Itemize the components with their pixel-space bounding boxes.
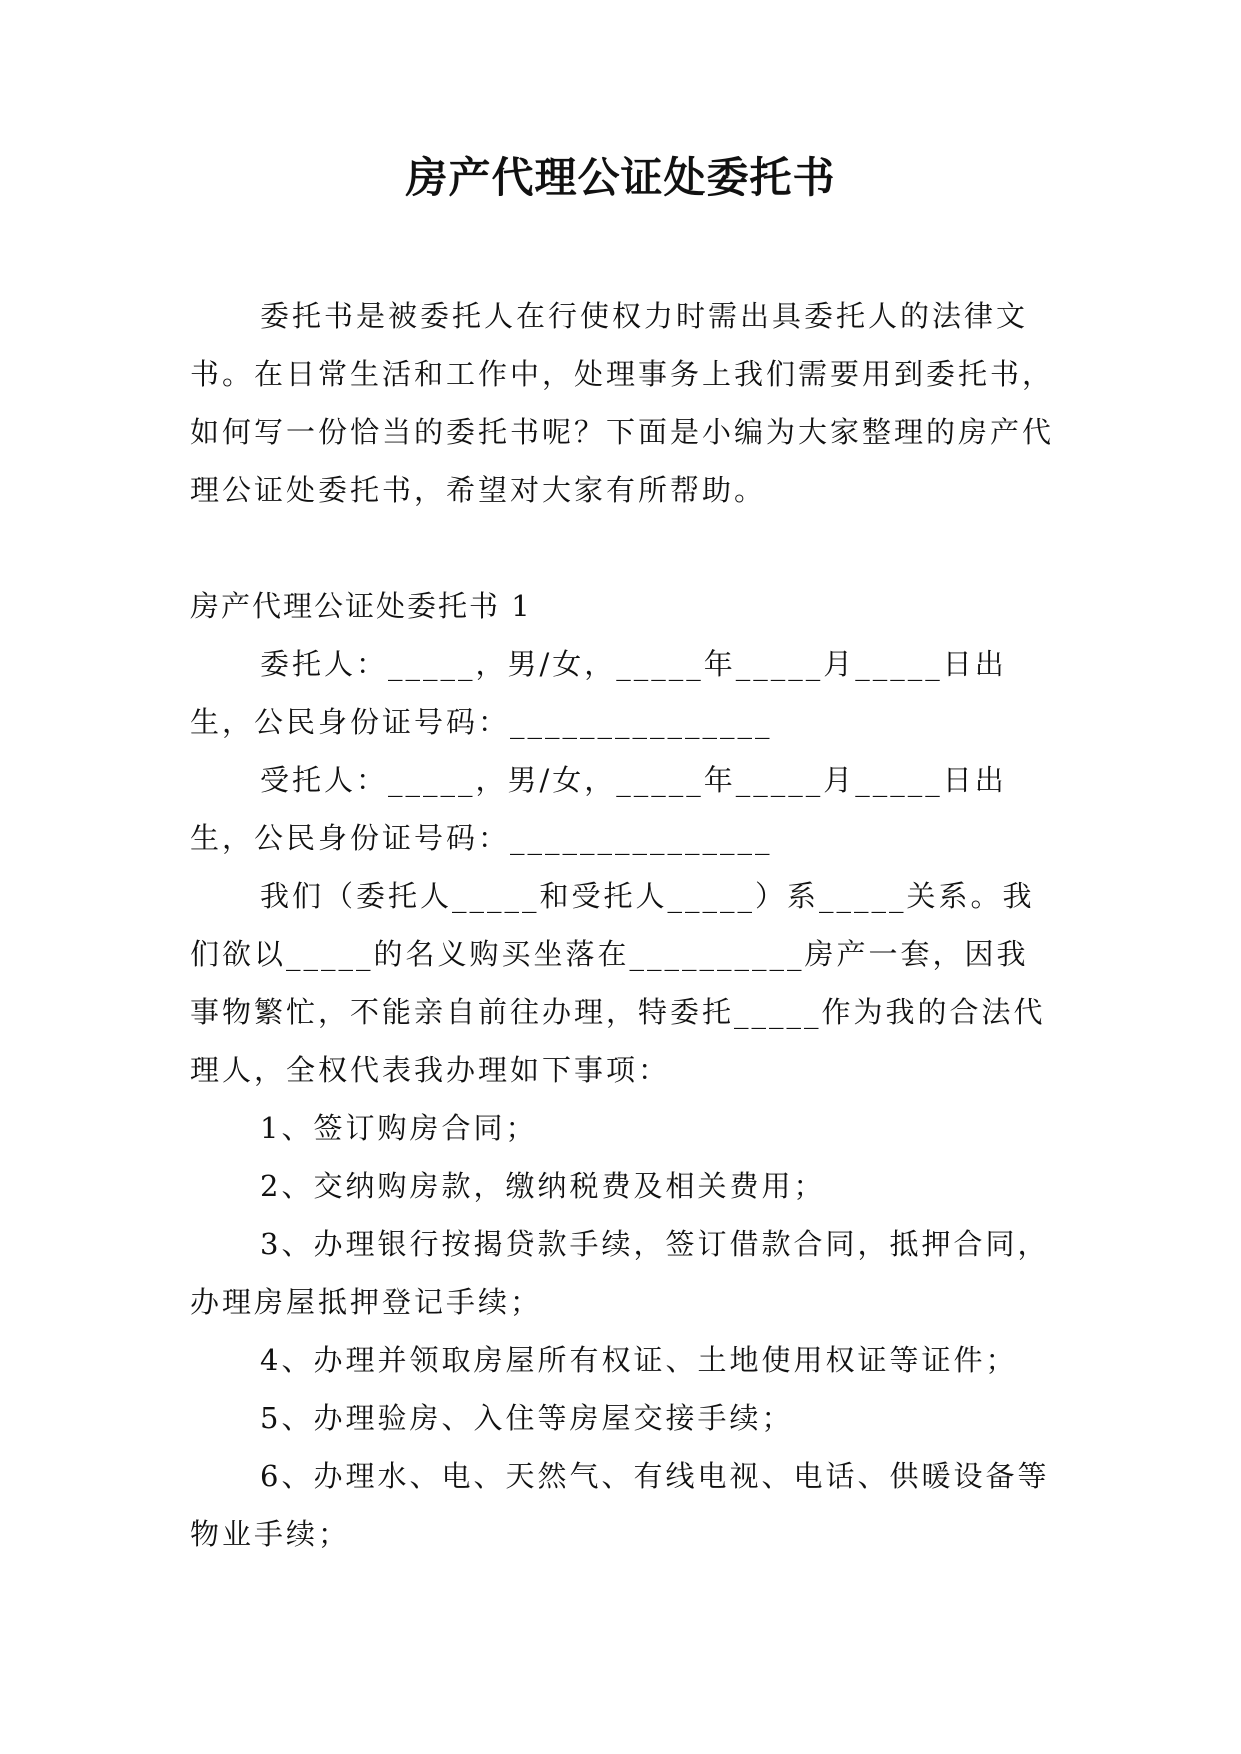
document-body [190, 287, 1056, 1563]
item-5: 5、办理验房、入住等房屋交接手续； [260, 1401, 794, 1435]
agent-paragraph: 受托人：_____，男/女，_____年_____月_____日出生，公民身份证号码：_______________ [190, 763, 1007, 855]
item-3: 3、办理银行按揭贷款手续，签订借款合同，抵押合同，办理房屋抵押登记手续； [190, 1227, 1050, 1319]
item-2: 2、交纳购房款，缴纳税费及相关费用； [260, 1169, 826, 1203]
item-1: 1、签订购房合同； [260, 1111, 538, 1145]
section-heading: 房产代理公证处委托书 1 [190, 589, 532, 623]
authorization-paragraph: 我们（委托人_____和受托人_____）系_____关系。我们欲以_____的名义购买坐落在__________房产一套，因我事物繁忙，不能亲自前往办理，特委托_____作为我的合法代理人，全权代表我办理如下事项： [190, 879, 1046, 1087]
document-title: 房产代理公证处委托书 [405, 153, 836, 202]
principal-paragraph: 委托人：_____，男/女，_____年_____月_____日出生，公民身份证号码：_______________ [190, 647, 1007, 739]
intro-paragraph: 委托书是被委托人在行使权力时需出具委托人的法律文书。在日常生活和工作中，处理事务上我们需要用到委托书，如何写一份恰当的委托书呢？下面是小编为大家整理的房产代理公证处委托书，希望对大家有所帮助。 [190, 299, 1055, 507]
item-4: 4、办理并领取房屋所有权证、土地使用权证等证件； [260, 1343, 1018, 1377]
item-6: 6、办理水、电、天然气、有线电视、电话、供暖设备等物业手续； [190, 1459, 1050, 1551]
